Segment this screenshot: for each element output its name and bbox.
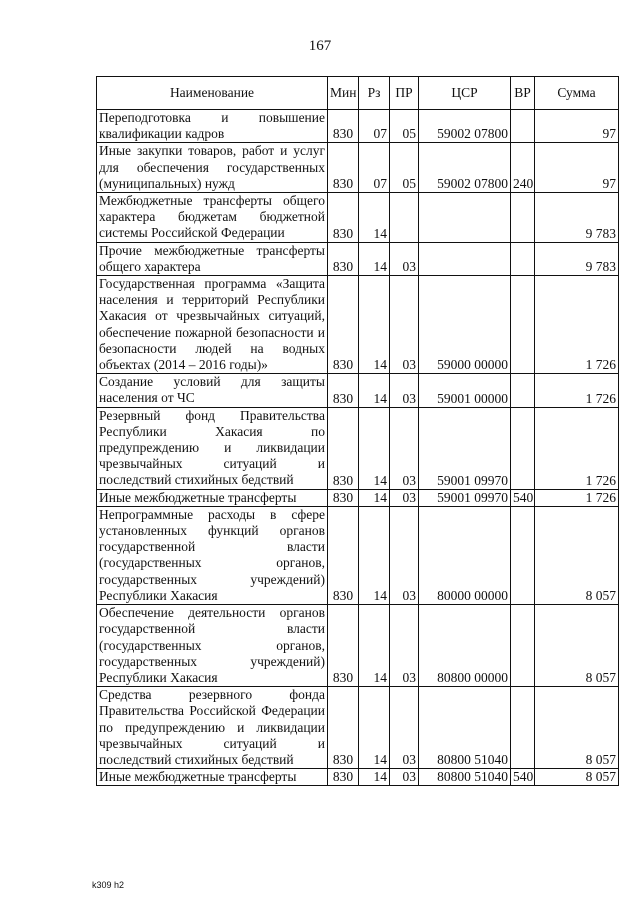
cell-csr: 80800 00000 <box>419 605 511 687</box>
cell-name: Непрограммные расходы в сфере установленных функций органов государственной власти (государственных органов, государственных учреждений) Республики Хакасия <box>97 506 328 604</box>
cell-rz: 14 <box>359 193 390 243</box>
cell-sum: 8 057 <box>535 687 619 769</box>
cell-vr <box>511 506 535 604</box>
cell-pr: 03 <box>390 605 419 687</box>
footer-code: k309 h2 <box>92 880 125 890</box>
table-row <box>97 769 619 786</box>
cell-sum: 1 726 <box>535 407 619 489</box>
cell-vr <box>511 407 535 489</box>
cell-name: Прочие межбюджетные трансферты общего характера <box>97 242 328 275</box>
cell-min: 830 <box>328 276 359 374</box>
cell-vr: 540 <box>511 489 535 506</box>
cell-min: 830 <box>328 687 359 769</box>
cell-name: Межбюджетные трансферты общего характера бюджетам бюджетной системы Российской Федерации <box>97 193 328 243</box>
col-header-pr: ПР <box>390 77 419 110</box>
cell-pr: 03 <box>390 242 419 275</box>
cell-vr <box>511 193 535 243</box>
cell-min: 830 <box>328 242 359 275</box>
cell-pr: 03 <box>390 769 419 786</box>
cell-rz: 14 <box>359 687 390 769</box>
cell-sum: 1 726 <box>535 374 619 407</box>
cell-name: Иные закупки товаров, работ и услуг для обеспечения государственных (муниципальных) нужд <box>97 143 328 193</box>
cell-rz: 14 <box>359 506 390 604</box>
cell-pr: 03 <box>390 374 419 407</box>
cell-sum: 1 726 <box>535 489 619 506</box>
col-header-vr: ВР <box>511 77 535 110</box>
cell-min: 830 <box>328 374 359 407</box>
cell-rz: 14 <box>359 605 390 687</box>
cell-csr: 59002 07800 <box>419 110 511 143</box>
cell-vr <box>511 242 535 275</box>
cell-min: 830 <box>328 769 359 786</box>
cell-csr <box>419 242 511 275</box>
cell-name: Резервный фонд Правительства Республики Хакасия по предупреждению и ликвидации чрезвычайных ситуаций и последствий стихийных бедствий <box>97 407 328 489</box>
cell-rz: 14 <box>359 374 390 407</box>
table-row <box>97 489 619 506</box>
cell-name: Иные межбюджетные трансферты <box>97 769 328 786</box>
cell-csr: 59002 07800 <box>419 143 511 193</box>
cell-csr: 59000 00000 <box>419 276 511 374</box>
cell-sum: 9 783 <box>535 193 619 243</box>
cell-vr <box>511 276 535 374</box>
cell-pr: 03 <box>390 489 419 506</box>
cell-pr: 05 <box>390 110 419 143</box>
cell-csr: 80800 51040 <box>419 769 511 786</box>
cell-pr: 03 <box>390 276 419 374</box>
cell-rz: 14 <box>359 276 390 374</box>
table-row <box>97 407 619 489</box>
cell-name: Средства резервного фонда Правительства Российской Федерации по предупреждению и ликвидации чрезвычайных ситуаций и последствий стихийных бедствий <box>97 687 328 769</box>
cell-vr <box>511 374 535 407</box>
col-header-min: Мин <box>328 77 359 110</box>
cell-rz: 14 <box>359 407 390 489</box>
cell-name: Иные межбюджетные трансферты <box>97 489 328 506</box>
cell-name: Государственная программа «Защита населения и территорий Республики Хакасия от чрезвычайных ситуаций, обеспечение пожарной безопасности и безопасности людей на водных объектах (2014 – 2016 годы)» <box>97 276 328 374</box>
col-header-name: Наименование <box>97 77 328 110</box>
budget-table <box>96 76 619 786</box>
table-row <box>97 374 619 407</box>
cell-csr: 80000 00000 <box>419 506 511 604</box>
cell-csr <box>419 193 511 243</box>
cell-csr: 59001 00000 <box>419 374 511 407</box>
cell-pr <box>390 193 419 243</box>
cell-min: 830 <box>328 605 359 687</box>
cell-sum: 8 057 <box>535 605 619 687</box>
cell-vr <box>511 110 535 143</box>
cell-min: 830 <box>328 110 359 143</box>
cell-sum: 1 726 <box>535 276 619 374</box>
cell-name: Переподготовка и повышение квалификации кадров <box>97 110 328 143</box>
cell-csr: 59001 09970 <box>419 407 511 489</box>
page-number: 167 <box>308 38 332 54</box>
col-header-sum: Сумма <box>535 77 619 110</box>
cell-vr <box>511 687 535 769</box>
cell-sum: 97 <box>535 143 619 193</box>
col-header-rz: Рз <box>359 77 390 110</box>
cell-vr: 540 <box>511 769 535 786</box>
cell-min: 830 <box>328 193 359 243</box>
cell-name: Обеспечение деятельности органов государственной власти (государственных органов, государственных учреждений) Республики Хакасия <box>97 605 328 687</box>
table-row <box>97 193 619 243</box>
table-row <box>97 110 619 143</box>
cell-pr: 05 <box>390 143 419 193</box>
cell-rz: 14 <box>359 769 390 786</box>
cell-pr: 03 <box>390 407 419 489</box>
cell-csr: 59001 09970 <box>419 489 511 506</box>
table-row <box>97 605 619 687</box>
table-row <box>97 276 619 374</box>
cell-sum: 8 057 <box>535 506 619 604</box>
table-row <box>97 687 619 769</box>
cell-sum: 9 783 <box>535 242 619 275</box>
cell-rz: 07 <box>359 110 390 143</box>
cell-rz: 14 <box>359 242 390 275</box>
table-row <box>97 143 619 193</box>
cell-sum: 97 <box>535 110 619 143</box>
table-row <box>97 506 619 604</box>
cell-min: 830 <box>328 489 359 506</box>
cell-min: 830 <box>328 407 359 489</box>
cell-name: Создание условий для защиты населения от ЧС <box>97 374 328 407</box>
table-header-row <box>97 77 619 110</box>
cell-vr <box>511 605 535 687</box>
cell-pr: 03 <box>390 506 419 604</box>
cell-min: 830 <box>328 506 359 604</box>
cell-rz: 07 <box>359 143 390 193</box>
cell-sum: 8 057 <box>535 769 619 786</box>
cell-vr: 240 <box>511 143 535 193</box>
cell-min: 830 <box>328 143 359 193</box>
cell-pr: 03 <box>390 687 419 769</box>
table-row <box>97 242 619 275</box>
cell-rz: 14 <box>359 489 390 506</box>
col-header-csr: ЦСР <box>419 77 511 110</box>
cell-csr: 80800 51040 <box>419 687 511 769</box>
